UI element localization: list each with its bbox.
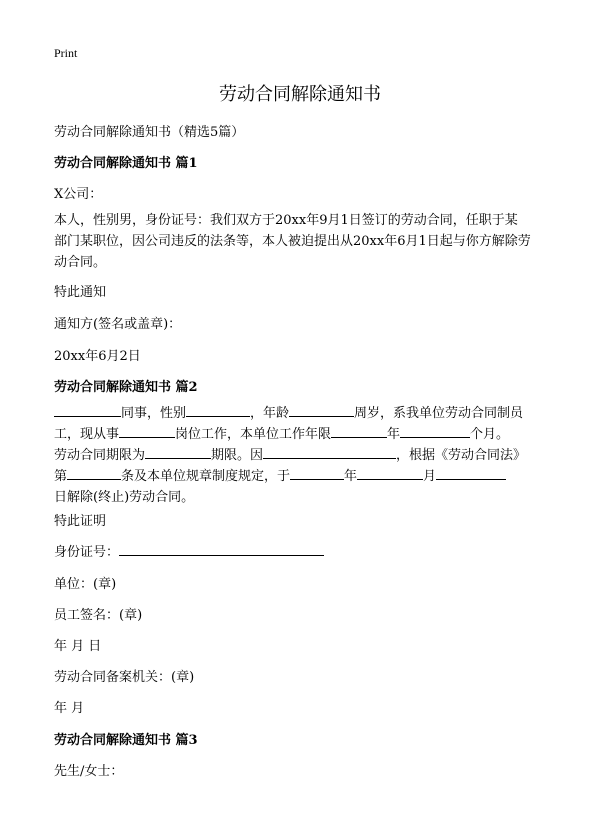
text-fragment: 工，现从事 xyxy=(54,427,120,442)
section1-recipient: X公司： xyxy=(54,187,103,202)
document-subtitle: 劳动合同解除通知书（精选5篇） xyxy=(54,125,245,140)
section2-unit: 单位：(章) xyxy=(54,577,117,592)
section2-ym: 年 月 xyxy=(54,701,85,716)
section2-body-line: 日解除(终止)劳动合同。 xyxy=(54,490,195,505)
text-fragment: 个月。 xyxy=(470,427,510,442)
text-fragment: 第 xyxy=(54,469,68,484)
section1-signer: 通知方(签名或盖章)： xyxy=(54,317,182,332)
id-number-blank xyxy=(119,542,324,556)
section2-filing-office: 劳动合同备案机关：(章) xyxy=(54,670,195,685)
section1-body-line: 动合同。 xyxy=(54,255,107,270)
blank-months xyxy=(400,424,470,438)
section1-body-line: 本人，性别男，身份证号：我们双方于20xx年9月1日签订的劳动合同，任职于某 xyxy=(54,213,518,228)
blank-month xyxy=(357,466,423,480)
section1-heading: 劳动合同解除通知书 篇1 xyxy=(54,156,198,171)
text-fragment: 劳动合同期限为 xyxy=(54,448,146,463)
blank-gender xyxy=(186,403,250,417)
id-label: 身份证号： xyxy=(54,545,120,560)
section2-body xyxy=(54,403,549,508)
blank-position xyxy=(119,424,175,438)
blank-term xyxy=(145,445,211,459)
text-fragment: ，年龄 xyxy=(250,406,290,421)
section2-body-line xyxy=(54,445,549,466)
text-fragment: 月 xyxy=(423,469,437,484)
text-fragment: 年 xyxy=(387,427,401,442)
blank-name xyxy=(54,403,121,417)
blank-age xyxy=(289,403,354,417)
section1-body xyxy=(54,210,549,273)
text-fragment: 同事，性别 xyxy=(121,406,187,421)
blank-reason xyxy=(263,445,396,459)
blank-year xyxy=(290,466,344,480)
section1-notice: 特此通知 xyxy=(54,285,107,300)
blank-article xyxy=(67,466,121,480)
text-fragment: 岗位工作，本单位工作年限 xyxy=(175,427,332,442)
section2-id-row xyxy=(54,541,546,560)
section2-certify: 特此证明 xyxy=(54,514,107,529)
section2-employee-sign: 员工签名：(章) xyxy=(54,608,143,623)
text-fragment: 年 xyxy=(344,469,358,484)
blank-years xyxy=(331,424,387,438)
print-label[interactable]: Print xyxy=(54,46,78,60)
text-fragment: 条及本单位规章制度规定，于 xyxy=(121,469,291,484)
section2-heading: 劳动合同解除通知书 篇2 xyxy=(54,380,198,395)
section2-body-line xyxy=(54,466,549,487)
blank-day xyxy=(436,466,506,480)
text-fragment: 期限。因 xyxy=(211,448,264,463)
section2-body-line xyxy=(54,424,549,445)
section3-heading: 劳动合同解除通知书 篇3 xyxy=(54,733,198,748)
section1-body-line: 部门某职位，因公司违反的法条等，本人被迫提出从20xx年6月1日起与你方解除劳 xyxy=(54,234,531,249)
page-title: 劳动合同解除通知书 xyxy=(219,84,381,105)
section2-ymd: 年 月 日 xyxy=(54,639,102,654)
section3-recipient: 先生/女士： xyxy=(54,764,124,779)
text-fragment: 周岁，系我单位劳动合同制员 xyxy=(354,406,524,421)
section2-body-line xyxy=(54,403,549,424)
text-fragment: ，根据《劳动合同法》 xyxy=(396,448,527,463)
section1-date: 20xx年6月2日 xyxy=(54,349,141,364)
